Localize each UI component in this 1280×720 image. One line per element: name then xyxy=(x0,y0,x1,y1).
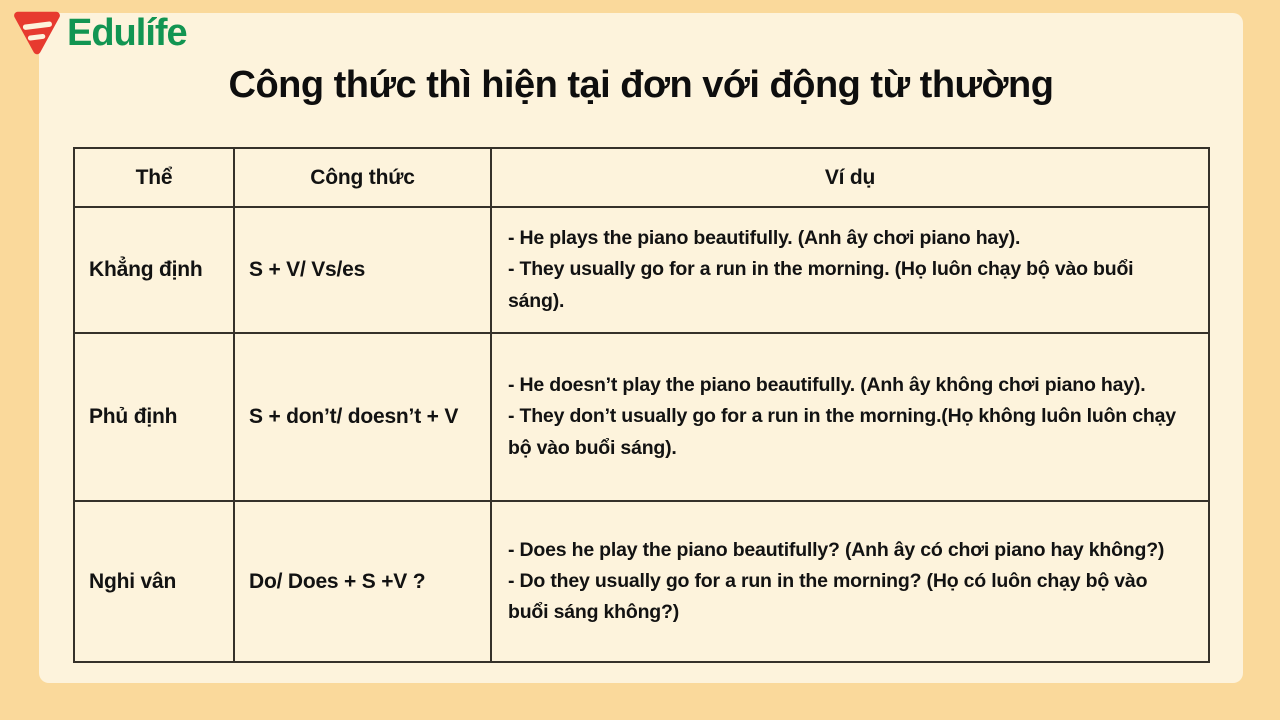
example-group xyxy=(508,370,1192,464)
example-group xyxy=(508,223,1192,317)
example-line: - Does he play the piano beautifully? (Anh ây có chơi piano hay không?) xyxy=(508,538,1165,561)
brand-logo xyxy=(12,8,187,58)
example-cell-interrogative xyxy=(492,502,1208,661)
example-line: - He doesn’t play the piano beautifully. (Anh ây không chơi piano hay). xyxy=(508,374,1146,397)
edulife-triangle-icon xyxy=(12,8,62,58)
col-header-formula: Công thức xyxy=(235,149,492,208)
form-cell-negative: Phủ định xyxy=(75,334,235,502)
example-line: - They don’t usually go for a run in the morning.(Họ không luôn luôn chạy bộ vào buổi sáng). xyxy=(508,405,1176,459)
formula-cell-negative: S + don’t/ doesn’t + V xyxy=(235,334,492,502)
brand-name: Edulífe xyxy=(67,11,187,54)
form-cell-affirmative: Khẳng định xyxy=(75,208,235,334)
col-header-example: Ví dụ xyxy=(492,149,1208,208)
formula-cell-affirmative: S + V/ Vs/es xyxy=(235,208,492,334)
formula-cell-interrogative: Do/ Does + S +V ? xyxy=(235,502,492,661)
example-line: - He plays the piano beautifully. (Anh ây chơi piano hay). xyxy=(508,227,1021,250)
page-title: Công thức thì hiện tại đơn với động từ thường xyxy=(228,64,1054,106)
col-header-form: Thể xyxy=(75,149,235,208)
form-cell-interrogative: Nghi vân xyxy=(75,502,235,661)
example-line: - Do they usually go for a run in the morning? (Họ có luôn chạy bộ vào buổi sáng không?) xyxy=(508,569,1148,624)
example-line: - They usually go for a run in the morning. (Họ luôn chạy bộ vào buổi sáng). xyxy=(508,258,1134,312)
grammar-table xyxy=(73,147,1210,663)
example-cell-affirmative xyxy=(492,208,1208,334)
example-group xyxy=(508,535,1192,629)
example-cell-negative xyxy=(492,334,1208,502)
